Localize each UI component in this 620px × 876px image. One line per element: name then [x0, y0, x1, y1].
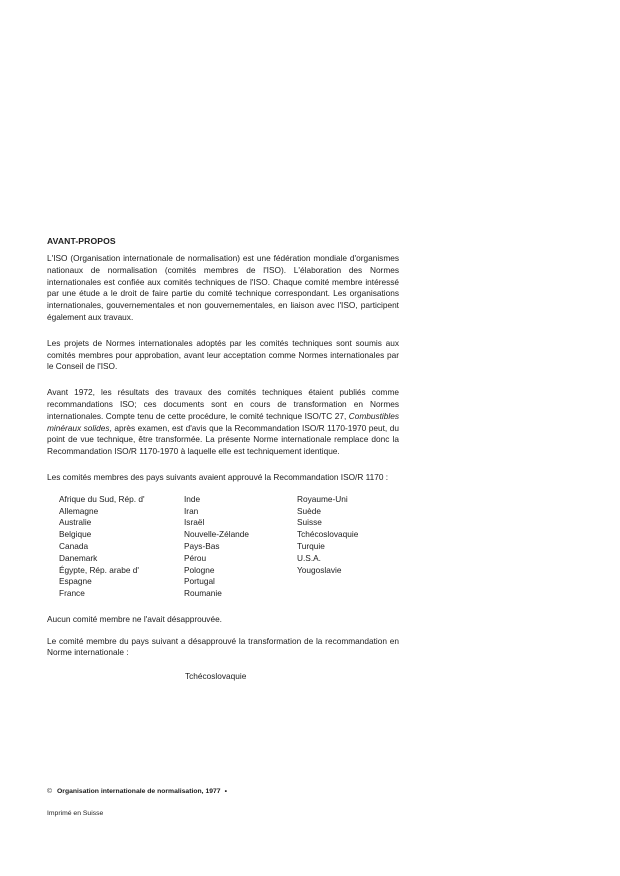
section-heading: AVANT-PROPOS — [47, 236, 116, 246]
country-item: Pérou — [184, 552, 207, 563]
country-item: Afrique du Sud, Rép. d' — [59, 493, 145, 504]
country-item: Australie — [59, 517, 92, 528]
country-item: Inde — [184, 493, 201, 504]
paragraph-recommendation-history — [47, 387, 399, 458]
printed-in-notice: Imprimé en Suisse — [47, 810, 104, 817]
paragraph-disapproval-intro: Le comité membre du pays suivant a désapprouvé la transformation de la recommandation en Norme internationale : — [47, 635, 399, 658]
country-item: Canada — [59, 540, 89, 551]
countries-column-2 — [184, 494, 294, 600]
copyright-notice — [47, 787, 347, 797]
country-item: Israël — [184, 517, 205, 528]
country-item: Nouvelle-Zélande — [184, 529, 250, 540]
country-item: Pologne — [184, 564, 215, 575]
country-item: Yougoslavie — [297, 564, 342, 575]
paragraph-no-disapproval: Aucun comité membre ne l'avait désapprouvée. — [47, 613, 222, 624]
country-item: Portugal — [184, 576, 215, 587]
country-item: Roumanie — [184, 588, 222, 599]
country-item: Égypte, Rép. arabe d' — [59, 564, 139, 575]
paragraph-text-end: , après examen, est d'avis que la Recommandation ISO/R 1170-1970 peut, du point de vue technique, être transformée. La présente Norme internationale remplace donc la Recommandation ISO/R 1170-1970 à laquelle elle est techniquement identique. — [47, 422, 399, 457]
paragraph-draft-approval: Les projets de Normes internationales adoptés par les comités techniques sont soumis aux comités membres pour approbation, avant leur acceptation comme Normes internationales par le Conseil de l'ISO. — [47, 337, 399, 372]
countries-column-3 — [297, 494, 407, 577]
country-item: Allemagne — [59, 505, 99, 516]
country-item: Belgique — [59, 529, 92, 540]
committee-title-italic: Combustibles minéraux solides — [47, 410, 399, 433]
country-item: Pays-Bas — [184, 540, 220, 551]
page-footer — [47, 787, 347, 819]
country-item: U.S.A. — [297, 552, 321, 563]
paragraph-approvers-intro: Les comités membres des pays suivants avaient approuvé la Recommandation ISO/R 1170 : — [47, 471, 389, 482]
country-item: France — [59, 588, 85, 599]
country-item: Suisse — [297, 517, 322, 528]
paragraph-text-start: Avant 1972, les résultats des travaux des comités techniques étaient publiés comme recommandations ISO; ces documents sont en cours de transformation en Normes internationales. Compte tenu de cette procédure, le comité technique ISO/TC 27, — [47, 387, 399, 421]
country-item: Tchécoslovaquie — [297, 529, 359, 540]
country-item: Royaume-Uni — [297, 493, 348, 504]
disapproving-country: Tchécoslovaquie — [185, 671, 247, 682]
bullet-icon: • — [224, 788, 227, 795]
country-item: Iran — [184, 505, 199, 516]
paragraph-iso-intro: L'ISO (Organisation internationale de normalisation) est une fédération mondiale d'organismes nationaux de normalisation (comités membres de l'ISO). L'élaboration des Normes internationales est confiée aux comités techniques de l'ISO. Chaque comité membre intéressé par une étude a le droit de faire partie du comité technique correspondant. Les organisations internationales, gouvernementales et non gouvernementales, en liaison avec l'ISO, participent également aux travaux. — [47, 253, 399, 322]
country-item: Turquie — [297, 540, 325, 551]
country-item: Danemark — [59, 552, 98, 563]
foreword-section — [47, 236, 399, 683]
country-item: Suède — [297, 505, 321, 516]
country-item: Espagne — [59, 576, 92, 587]
countries-column-1 — [59, 494, 179, 600]
approving-countries-list — [47, 494, 399, 598]
copyright-symbol: © — [47, 788, 53, 795]
copyright-text: Organisation internationale de normalisation, 1977 — [57, 788, 221, 795]
